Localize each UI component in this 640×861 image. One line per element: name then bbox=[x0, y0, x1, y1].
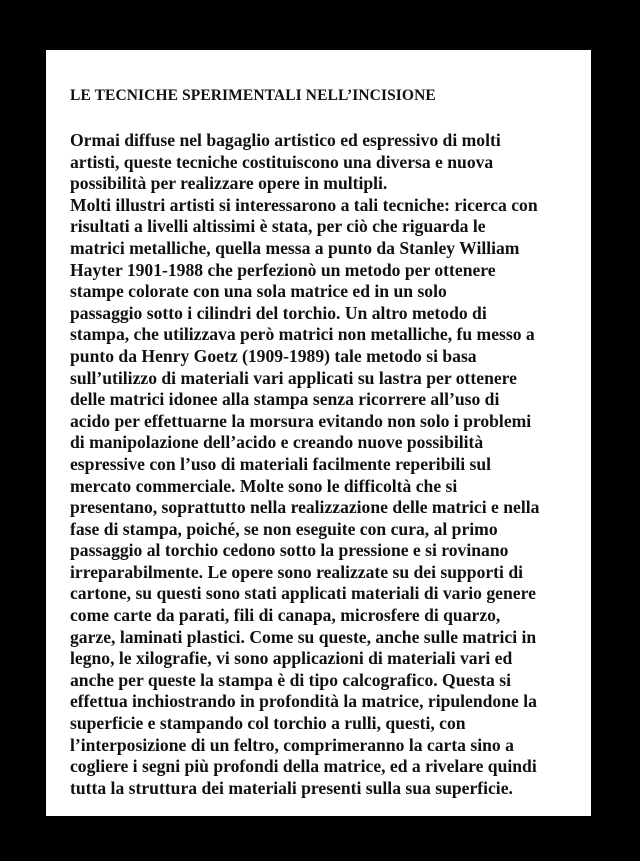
text-line: tutta la struttura dei materiali presenti sulla sua superficie. bbox=[70, 777, 513, 798]
text-line: Ormai diffuse nel bagaglio artistico ed espressivo di molti bbox=[70, 130, 501, 150]
text-line: sull’utilizzo di materiali vari applicati su lastra per ottenere bbox=[70, 367, 517, 388]
text-line: effettua inchiostrando in profondità la matrice, ripulendone la bbox=[70, 691, 537, 712]
text-line: fase di stampa, poiché, se non eseguite con cura, al primo bbox=[70, 518, 498, 539]
text-line: passaggio sotto i cilindri del torchio. Un altro metodo di bbox=[70, 302, 487, 323]
text-line: mercato commerciale. Molte sono le difficoltà che si bbox=[70, 475, 458, 496]
text-line: di manipolazione dell’acido e creando nuove possibilità bbox=[70, 432, 484, 453]
text-line: delle matrici idonee alla stampa senza ricorrere all’uso di bbox=[70, 389, 500, 410]
document-title: LE TECNICHE SPERIMENTALI NELL’INCISIONE bbox=[70, 87, 436, 104]
text-line: risultati a livelli altissimi è stata, per ciò che riguarda le bbox=[70, 216, 486, 237]
text-line: passaggio al torchio cedono sotto la pressione e si rovinano bbox=[70, 540, 509, 561]
document-body bbox=[70, 130, 590, 799]
text-line: come carte da parati, fili di canapa, microsfere di quarzo, bbox=[70, 605, 501, 626]
text-line: garze, laminati plastici. Come su queste, anche sulle matrici in bbox=[70, 626, 537, 647]
text-line: legno, le xilografie, vi sono applicazioni di materiali vari ed bbox=[70, 648, 513, 669]
text-line: acido per effettuarne la morsura evitando non solo i problemi bbox=[70, 410, 532, 431]
text-line: cartone, su questi sono stati applicati materiali di vario genere bbox=[70, 583, 536, 604]
text-line: possibilità per realizzare opere in multipli. bbox=[70, 173, 388, 194]
text-line: artisti, queste tecniche costituiscono una diversa e nuova bbox=[70, 151, 494, 172]
text-line: stampa, che utilizzava però matrici non metalliche, fu messo a bbox=[70, 324, 535, 345]
text-line: presentano, soprattutto nella realizzazione delle matrici e nella bbox=[70, 497, 540, 518]
text-line: superficie e stampando col torchio a rulli, questi, con bbox=[70, 713, 466, 734]
text-line: anche per queste la stampa è di tipo calcografico. Questa si bbox=[70, 669, 511, 690]
text-line: Hayter 1901-1988 che perfezionò un metodo per ottenere bbox=[70, 259, 496, 280]
text-line: espressive con l’uso di materiali facilmente reperibili sul bbox=[70, 453, 492, 474]
text-line: cogliere i segni più profondi della matrice, ed a rivelare quindi bbox=[70, 756, 537, 777]
text-line: l’interposizione di un feltro, comprimeranno la carta sino a bbox=[70, 734, 514, 755]
text-line: stampe colorate con una sola matrice ed in un solo bbox=[70, 281, 447, 302]
document-page bbox=[46, 50, 591, 816]
text-line: punto da Henry Goetz (1909-1989) tale metodo si basa bbox=[70, 345, 477, 366]
text-line: matrici metalliche, quella messa a punto da Stanley William bbox=[70, 237, 520, 258]
text-line: irreparabilmente. Le opere sono realizzate su dei supporti di bbox=[70, 561, 524, 582]
text-line: Molti illustri artisti si interessarono a tali tecniche: ricerca con bbox=[70, 194, 538, 215]
